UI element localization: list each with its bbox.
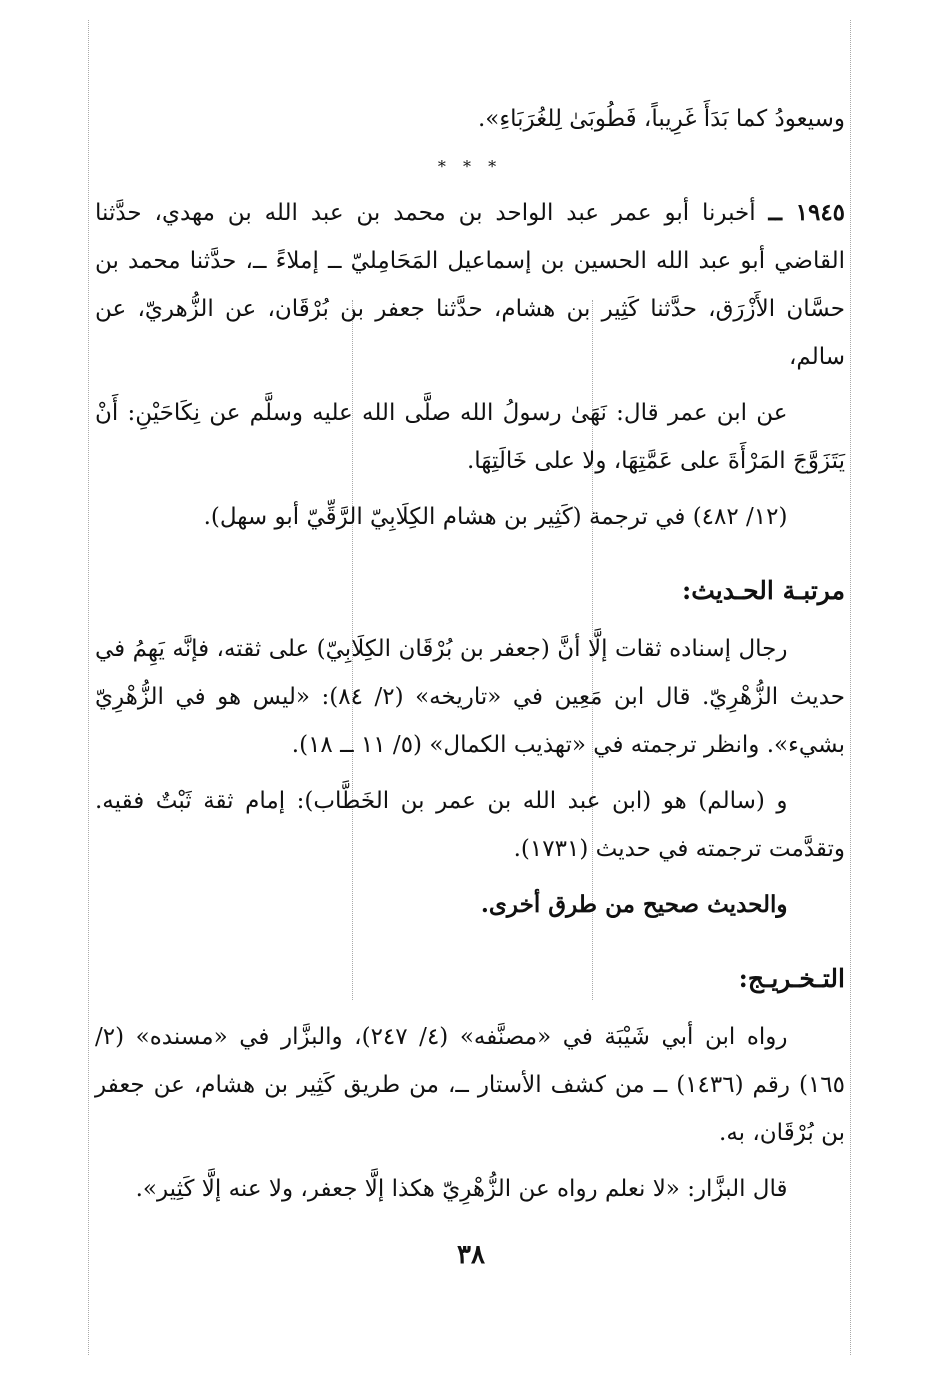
section-separator: * * * xyxy=(437,157,503,176)
rank-paragraph-3: والحديث صحيح من طرق أخرى. xyxy=(480,891,788,918)
closing-line: وسيعودُ كما بَدَأَ غَرِيباً، فَطُوبَىٰ لِلغُرَبَاءِ». xyxy=(477,106,845,132)
hadith-matn: عن ابن عمر قال: نَهَىٰ رسولُ الله صلَّى الله عليه وسلَّم عن نِكَاحَيْنِ: أَنْ يَتَزَوَّجَ المَرْأَةَ على عَمَّتِهَا، ولا على خَالَتِهَا. xyxy=(95,400,845,474)
page-number: ٣٨ xyxy=(457,1240,485,1270)
page-body xyxy=(95,95,845,1213)
hadith-tarjama: (١٢/ ٤٨٢) في ترجمة (كَثِير بن هشام الكِلَابِيّ الرَّقِّيّ أبو سهل). xyxy=(203,504,788,530)
takhrij-heading: التـخـريـج: xyxy=(738,964,845,993)
hadith-number: ١٩٤٥ ــ xyxy=(768,199,846,226)
takhrij-paragraph-1: رواه ابن أبي شَيْبَة في «مصنَّفه» (٤/ ٢٤٧)، والبزَّار في «مسنده» (٢/ ١٦٥) رقم (١٤٣٦) ــ من كشف الأستار ــ، من طريق كَثِير بن هشام، عن جعفر بن بُرْقَان، به. xyxy=(95,1024,845,1146)
margin-guide-right xyxy=(850,20,851,1355)
hadith-isnad-text: أخبرنا أبو عمر عبد الواحد بن محمد بن عبد الله بن مهدي، حدَّثنا القاضي أبو عبد الله الحسين بن إسماعيل المَحَامِليّ ــ إملاءً ــ، حدَّثنا محمد بن حسَّان الأَزْرَق، حدَّثنا كَثِير بن هشام، حدَّثنا جعفر بن بُرْقَان، عن الزُّهريّ، عن سالم، xyxy=(95,200,845,370)
rank-heading: مرتبـة الحـديث: xyxy=(681,576,845,605)
margin-guide-left xyxy=(88,20,89,1355)
rank-paragraph-2: و (سالم) هو (ابن عبد الله بن عمر بن الخَطَّاب): إمام ثقة ثَبْتٌ فقيه. وتقدَّمت ترجمته في حديث (١٧٣١). xyxy=(95,788,845,862)
takhrij-paragraph-2: قال البزَّار: «لا نعلم رواه عن الزُّهْرِيّ هكذا إلَّا جعفر، ولا عنه إلَّا كَثِير». xyxy=(135,1176,788,1202)
rank-paragraph-1: رجال إسناده ثقات إلَّا أنَّ (جعفر بن بُرْقَان الكِلَابِيّ) على ثقته، فإنَّه يَهِمُ في حديث الزُّهْرِيّ. قال ابن مَعِين في «تاريخه» (٢/ ٨٤): «ليس هو في الزُّهْرِيّ بشيء». وانظر ترجمته في «تهذيب الكمال» (٥/ ١١ ــ ١٨). xyxy=(95,636,845,758)
hadith-isnad xyxy=(95,189,845,381)
